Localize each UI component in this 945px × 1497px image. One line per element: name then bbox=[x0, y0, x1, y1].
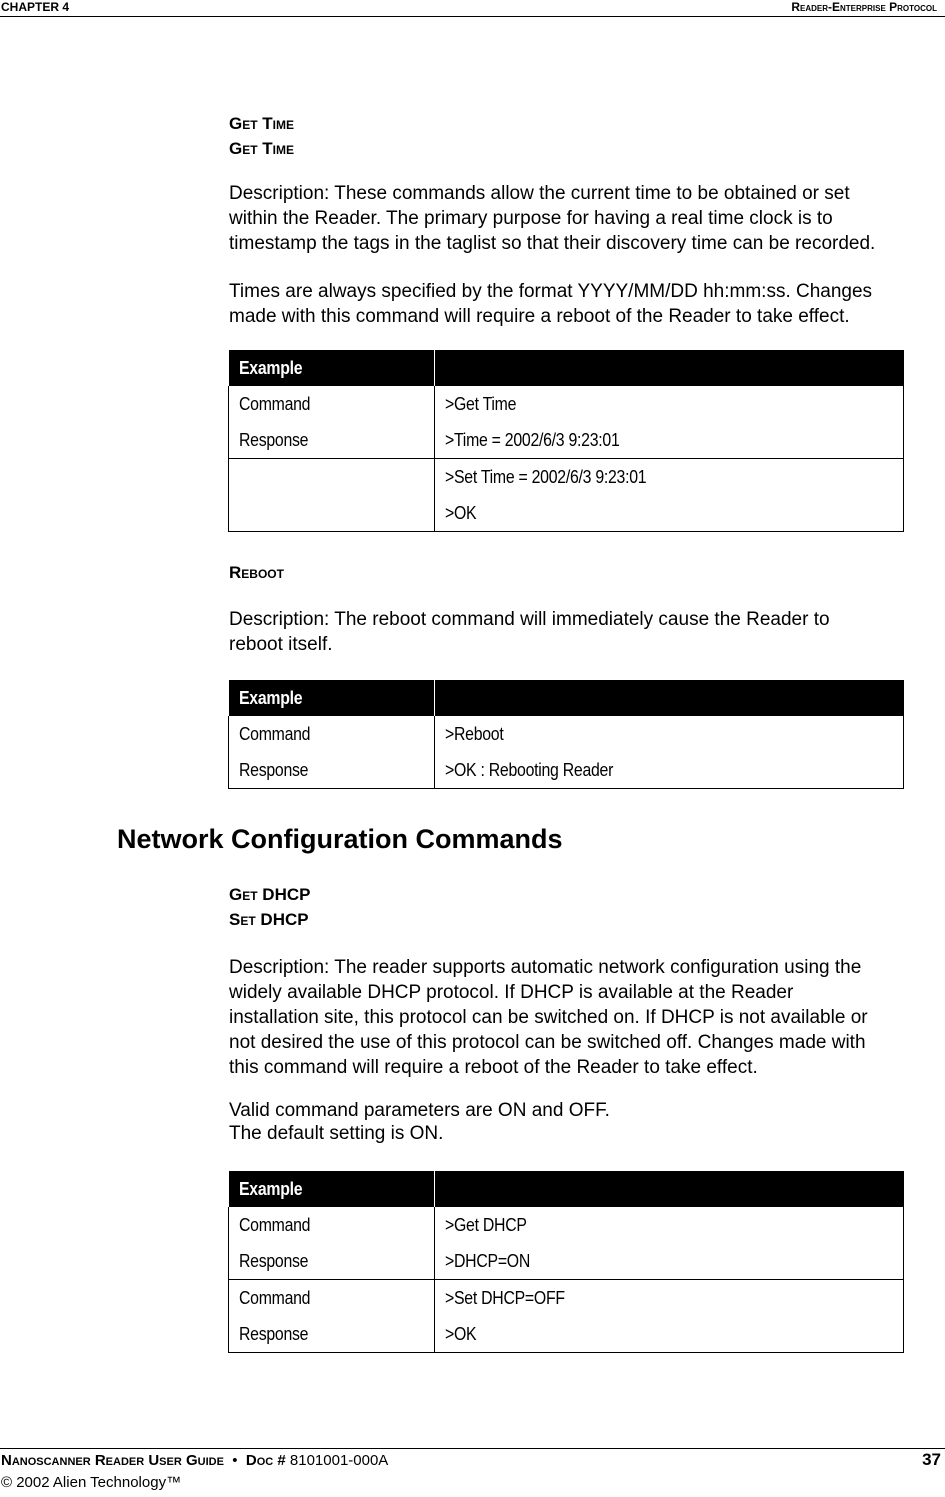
row-value: >OK bbox=[445, 502, 477, 523]
dhcp-params bbox=[229, 1099, 941, 1145]
row-label: Command bbox=[239, 723, 311, 744]
time-description bbox=[229, 181, 941, 256]
text-line: this command will require a reboot of the Reader to take effect. bbox=[229, 1057, 758, 1078]
table-row bbox=[229, 386, 904, 422]
command-heading: Reboot bbox=[229, 563, 284, 582]
table-row bbox=[229, 1207, 904, 1243]
dhcp-example-table bbox=[228, 1171, 904, 1353]
dhcp-commands bbox=[229, 882, 941, 932]
table-header-empty bbox=[435, 350, 904, 386]
text-line: Description: The reboot command will immediately cause the Reader to bbox=[229, 609, 830, 630]
table-header-empty bbox=[435, 1171, 904, 1207]
table-row bbox=[229, 752, 904, 789]
command-heading: Set DHCP bbox=[229, 910, 309, 929]
chapter-label: CHAPTER 4 bbox=[1, 0, 70, 14]
row-value: >Set DHCP=OFF bbox=[445, 1287, 565, 1308]
row-value: >Get DHCP bbox=[445, 1214, 527, 1235]
table-row bbox=[229, 495, 904, 532]
table-header-empty bbox=[435, 680, 904, 716]
doc-label: Doc # bbox=[245, 1452, 286, 1469]
table-row bbox=[229, 459, 904, 496]
table-row bbox=[229, 716, 904, 752]
section-title: Network Configuration Commands bbox=[117, 824, 563, 854]
row-value: >Reboot bbox=[445, 723, 504, 744]
table-row bbox=[229, 1243, 904, 1280]
table-header: Example bbox=[229, 1171, 435, 1207]
row-value: >Get Time bbox=[445, 393, 517, 414]
reboot-description bbox=[229, 607, 941, 657]
row-label: Response bbox=[239, 759, 309, 780]
command-heading: Get DHCP bbox=[229, 885, 311, 904]
row-label: Command bbox=[239, 393, 311, 414]
command-heading: Get Time bbox=[229, 139, 294, 158]
table-header: Example bbox=[229, 680, 435, 716]
text-line: Valid command parameters are ON and OFF. bbox=[229, 1100, 610, 1121]
text-line: reboot itself. bbox=[229, 634, 333, 655]
text-line: not desired the use of this protocol can be switched off. Changes made with bbox=[229, 1032, 866, 1053]
text-line: widely available DHCP protocol. If DHCP is available at the Reader bbox=[229, 982, 794, 1003]
reboot-example-table bbox=[228, 680, 904, 789]
text-line: within the Reader. The primary purpose for having a real time clock is to bbox=[229, 208, 833, 229]
text-line: made with this command will require a reboot of the Reader to take effect. bbox=[229, 306, 850, 327]
header-title: Reader-Enterprise Protocol bbox=[791, 0, 937, 14]
row-value: >OK bbox=[445, 1323, 477, 1344]
copyright: © 2002 Alien Technology™ bbox=[1, 1474, 182, 1491]
text-line: installation site, this protocol can be switched on. If DHCP is not available or bbox=[229, 1007, 868, 1028]
table-row bbox=[229, 1316, 904, 1353]
row-label: Response bbox=[239, 1250, 309, 1271]
footer-doc-line bbox=[1, 1452, 388, 1469]
dhcp-description bbox=[229, 955, 941, 1080]
doc-number: 8101001-000A bbox=[289, 1452, 389, 1469]
page-header bbox=[0, 0, 945, 17]
text-line: Times are always specified by the format YYYY/MM/DD hh:mm:ss. Changes bbox=[229, 281, 873, 302]
time-example-table bbox=[228, 350, 904, 532]
row-value: >Set Time = 2002/6/3 9:23:01 bbox=[445, 466, 647, 487]
page-number: 37 bbox=[922, 1450, 941, 1469]
text-line: The default setting is ON. bbox=[229, 1123, 444, 1144]
header-rule bbox=[0, 16, 945, 17]
time-format-note bbox=[229, 279, 941, 329]
bullet: • bbox=[232, 1452, 238, 1469]
table-header: Example bbox=[229, 350, 435, 386]
table-row bbox=[229, 422, 904, 459]
time-commands bbox=[229, 111, 941, 161]
command-heading: Get Time bbox=[229, 114, 294, 133]
row-label: Response bbox=[239, 1323, 309, 1344]
row-label: Response bbox=[239, 429, 309, 450]
table-row bbox=[229, 1280, 904, 1317]
row-value: >Time = 2002/6/3 9:23:01 bbox=[445, 429, 620, 450]
row-value: >DHCP=ON bbox=[445, 1250, 531, 1271]
row-value: >OK : Rebooting Reader bbox=[445, 759, 614, 780]
reboot-command bbox=[229, 560, 941, 585]
footer-rule bbox=[0, 1448, 945, 1449]
text-line: Description: These commands allow the current time to be obtained or set bbox=[229, 183, 850, 204]
guide-title: Nanoscanner Reader User Guide bbox=[1, 1452, 224, 1469]
text-line: Description: The reader supports automatic network configuration using the bbox=[229, 957, 862, 978]
row-label: Command bbox=[239, 1287, 311, 1308]
text-line: timestamp the tags in the taglist so that their discovery time can be recorded. bbox=[229, 233, 876, 254]
row-label: Command bbox=[239, 1214, 311, 1235]
